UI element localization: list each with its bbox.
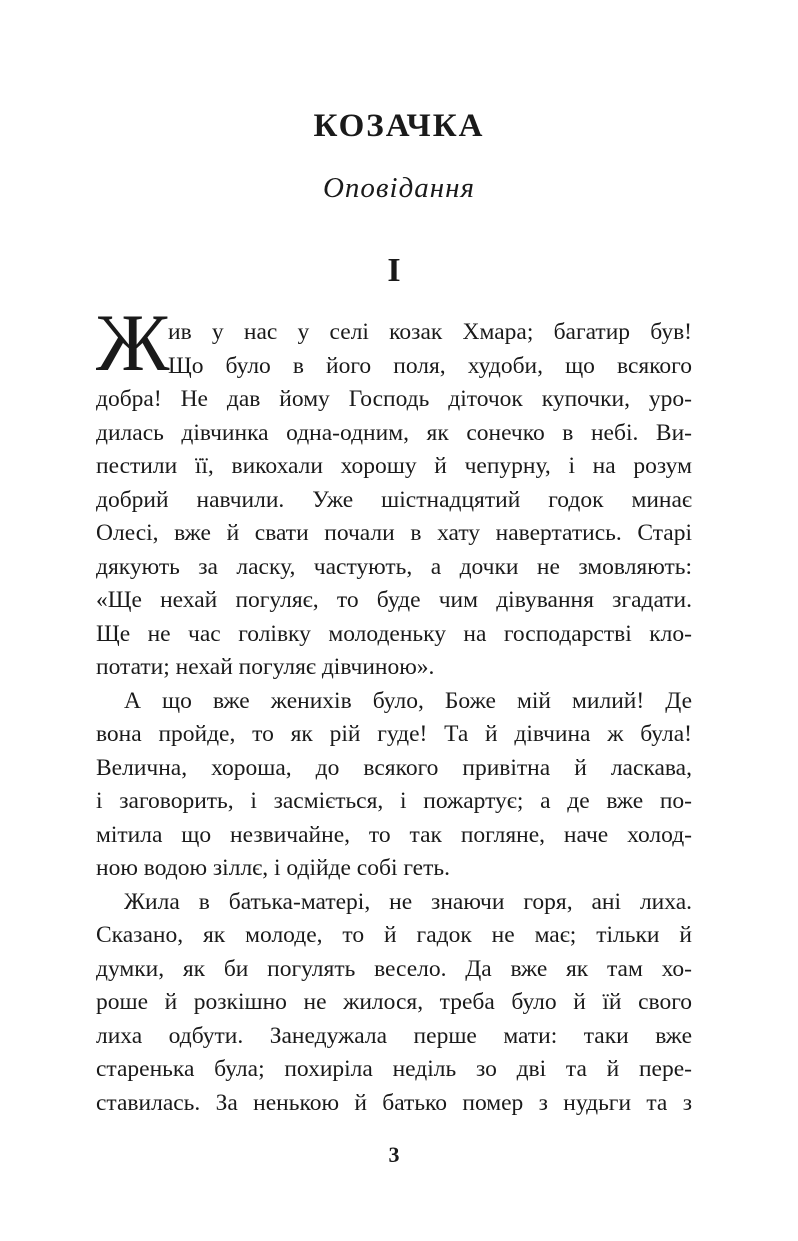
text-line: роше й розкішно не жилося, треба було й їй свого <box>96 989 692 1015</box>
text-line: ною водою зіллє, і одійде собі геть. <box>96 855 450 881</box>
drop-cap-letter: Ж <box>96 297 170 388</box>
text-line: і заговорить, і засміється, і пожартує; а де вже по- <box>96 788 692 814</box>
story-title: КОЗАЧКА <box>313 108 485 144</box>
text-line: Жила в батька-матері, не знаючи горя, ані лиха. <box>124 888 692 915</box>
text-line: потати; нехай погуляє дівчиною». <box>96 654 435 680</box>
text-line: Що було в його поля, худоби, що всякого <box>168 352 692 379</box>
page-number: 3 <box>388 1142 400 1167</box>
text-line: вона пройде, то як рій гуде! Та й дівчина ж була! <box>96 721 692 747</box>
text-line: лиха одбути. Занедужала перше мати: таки вже <box>96 1022 692 1049</box>
text-line: старенька була; похиріла неділь зо дві та й пере- <box>96 1056 692 1082</box>
text-line: дилась дівчинка одна-одним, як сонечко в небі. Ви- <box>96 419 692 446</box>
text-line: добрий навчили. Уже шістнадцятий годок минає <box>96 486 692 513</box>
text-line: «Ще нехай погуляє, то буде чим дівування згадати. <box>96 587 692 613</box>
text-line: мітила що незвичайне, то так погляне, наче холод- <box>96 821 692 848</box>
text-line: ив у нас у селі козак Хмара; багатир був! <box>168 319 692 345</box>
text-line: А що вже женихів було, Боже мій милий! Де <box>124 687 692 714</box>
chapter-number: І <box>387 252 401 289</box>
text-line: добра! Не дав йому Господь діточок купочки, уро- <box>96 386 692 412</box>
body-text <box>96 316 692 1120</box>
text-line: ставилась. За ненькою й батько помер з нудьги та з <box>96 1089 692 1116</box>
text-line: дякують за ласку, частують, а дочки не змовляють: <box>96 553 692 580</box>
text-line: пестили її, викохали хорошу й чепурну, і на розум <box>96 453 692 479</box>
text-line: Сказано, як молоде, то й гадок не має; тільки й <box>96 922 692 948</box>
story-subtitle: Оповідання <box>322 172 475 204</box>
text-line: думки, як би погулять весело. Да вже як там хо- <box>96 955 692 982</box>
text-line: Ще не час голівку молоденьку на господарстві кло- <box>96 620 692 647</box>
text-line: Велична, хороша, до всякого привітна й ласкава, <box>96 754 692 781</box>
text-line: Олесі, вже й свати почали в хату навертатись. Старі <box>96 520 692 546</box>
